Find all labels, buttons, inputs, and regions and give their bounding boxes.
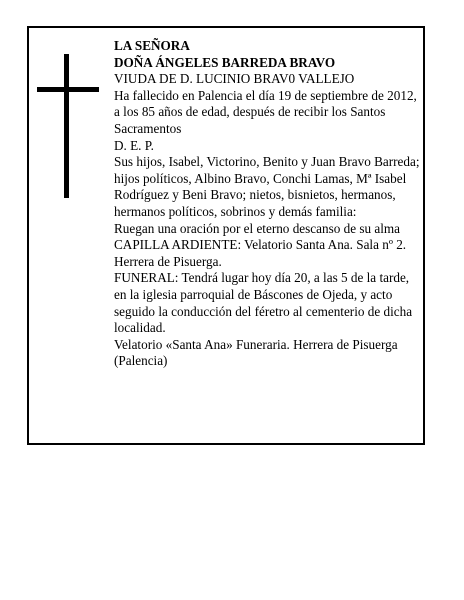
notice-widow-of: VIUDA DE D. LUCINIO BRAV0 VALLEJO — [114, 71, 355, 87]
notice-paragraph-chapel: CAPILLA ARDIENTE: Velatorio Santa Ana. Sala nº 2. Herrera de Pisuerga. — [114, 237, 407, 269]
notice-title-line1: LA SEÑORA — [114, 38, 190, 53]
cross-icon — [37, 54, 99, 198]
notice-paragraph-family: Sus hijos, Isabel, Victorino, Benito y Juan Bravo Barreda; hijos políticos, Albino Bravo, Conchi Lamas, Mª Isabel Rodríguez y Beni Bravo; nietos, bisnietos, hermanos, hermanos políticos, sobrinos y demás familia: — [114, 154, 420, 219]
notice-paragraph-prayer: Ruegan una oración por el eterno descanso de su alma — [114, 220, 400, 236]
notice-deceased-name: DOÑA ÁNGELES BARREDA BRAVO — [114, 54, 336, 70]
notice-text — [114, 38, 422, 370]
notice-paragraph-death: Ha fallecido en Palencia el día 19 de septiembre de 2012, a los 85 años de edad, después de recibir los Santos Sacramentos — [114, 87, 417, 136]
notice-paragraph-funeral: FUNERAL: Tendrá lugar hoy día 20, a las 5 de la tarde, en la iglesia parroquial de Báscones de Ojeda, y acto seguido la conducción del féretro al cementerio de dicha localidad. — [114, 270, 413, 336]
notice-paragraph-funeral-home: Velatorio «Santa Ana» Funeraria. Herrera de Pisuerga (Palencia) — [114, 336, 398, 369]
cross-horizontal-bar — [37, 87, 99, 92]
notice-paragraph-dep: D. E. P. — [114, 137, 154, 153]
cross-vertical-bar — [64, 54, 69, 198]
